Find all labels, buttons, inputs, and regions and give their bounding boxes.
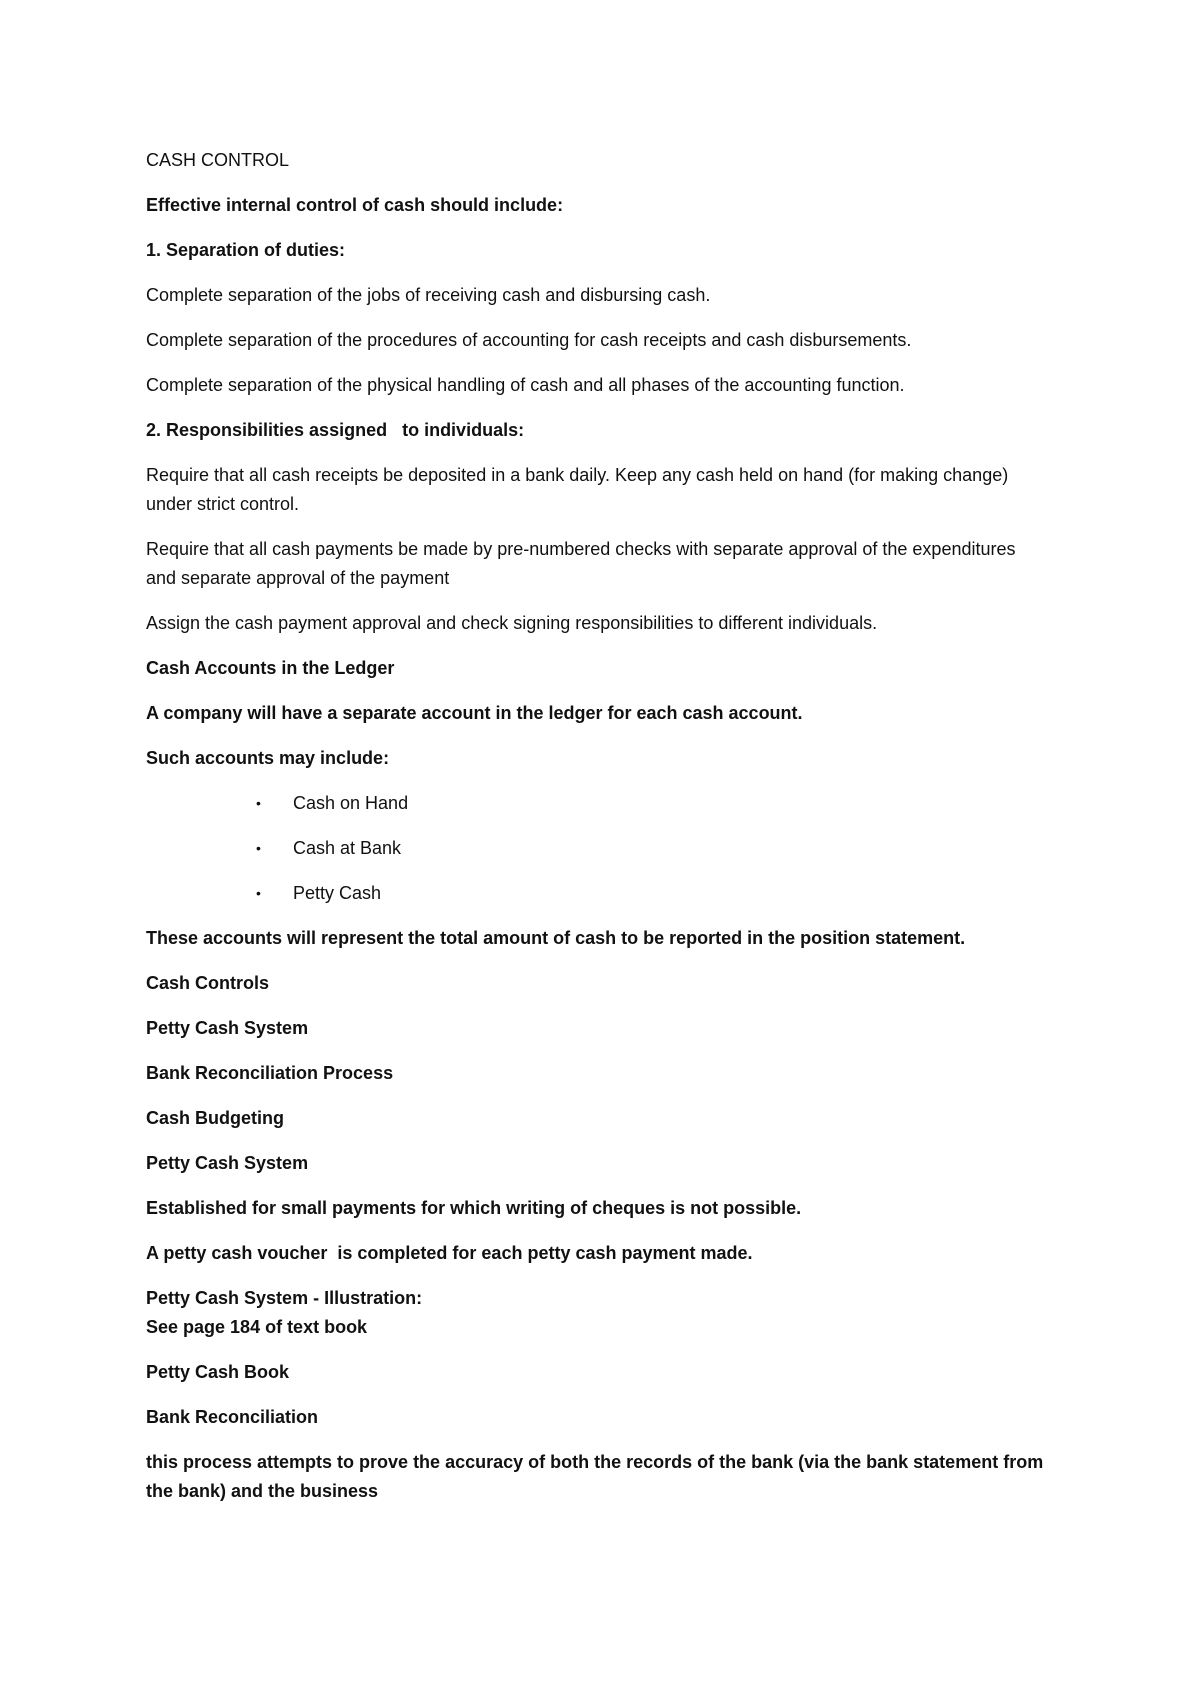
bullet-icon: •: [256, 885, 261, 901]
bullet-icon: •: [256, 795, 261, 811]
separation-item: Complete separation of the jobs of receiving cash and disbursing cash.: [146, 285, 711, 305]
account-name: Cash on Hand: [293, 793, 409, 813]
separation-item: Complete separation of the physical handling of cash and all phases of the accounting function.: [146, 375, 905, 395]
ledger-statement: A company will have a separate account in the ledger for each cash account.: [146, 703, 803, 723]
account-name: Cash at Bank: [293, 838, 402, 858]
responsibility-item: Assign the cash payment approval and check signing responsibilities to different individuals.: [146, 613, 878, 633]
petty-cash-line: Established for small payments for which writing of cheques is not possible.: [146, 1198, 802, 1218]
account-name: Petty Cash: [293, 883, 382, 903]
list-item: [146, 834, 1046, 863]
illustration-reference: See page 184 of text book: [146, 1317, 368, 1337]
controls-heading: Cash Controls: [146, 973, 270, 993]
bullet-icon: •: [256, 840, 261, 856]
accounts-list: [146, 789, 1046, 908]
list-item: [146, 789, 1046, 818]
control-item: Petty Cash System: [146, 1018, 309, 1038]
intro-text: Effective internal control of cash should include:: [146, 195, 564, 215]
ledger-heading: Cash Accounts in the Ledger: [146, 658, 395, 678]
section-heading-responsibilities: 2. Responsibilities assigned to individuals:: [146, 420, 525, 440]
ledger-summary: These accounts will represent the total amount of cash to be reported in the position statement.: [146, 928, 966, 948]
document-title: CASH CONTROL: [146, 150, 290, 170]
petty-cash-book-heading: Petty Cash Book: [146, 1362, 290, 1382]
ledger-list-intro: Such accounts may include:: [146, 748, 390, 768]
illustration-heading: Petty Cash System - Illustration:: [146, 1288, 423, 1308]
petty-cash-line: A petty cash voucher is completed for each petty cash payment made.: [146, 1243, 753, 1263]
list-item: [146, 879, 1046, 908]
petty-cash-heading: Petty Cash System: [146, 1153, 309, 1173]
separation-item: Complete separation of the procedures of accounting for cash receipts and cash disbursements.: [146, 330, 912, 350]
responsibility-item: Require that all cash receipts be deposited in a bank daily. Keep any cash held on hand (for making change) under strict control.: [146, 465, 1009, 514]
responsibility-item: Require that all cash payments be made by pre-numbered checks with separate approval of the expenditures and separate approval of the payment: [146, 539, 1016, 588]
bank-reconciliation-heading: Bank Reconciliation: [146, 1407, 319, 1427]
section-heading-separation: 1. Separation of duties:: [146, 240, 346, 260]
control-item: Bank Reconciliation Process: [146, 1063, 394, 1083]
document-body: [146, 146, 1046, 1522]
control-item: Cash Budgeting: [146, 1108, 284, 1128]
bank-reconciliation-text: this process attempts to prove the accuracy of both the records of the bank (via the bank statement from the bank) and the business: [146, 1452, 1044, 1501]
